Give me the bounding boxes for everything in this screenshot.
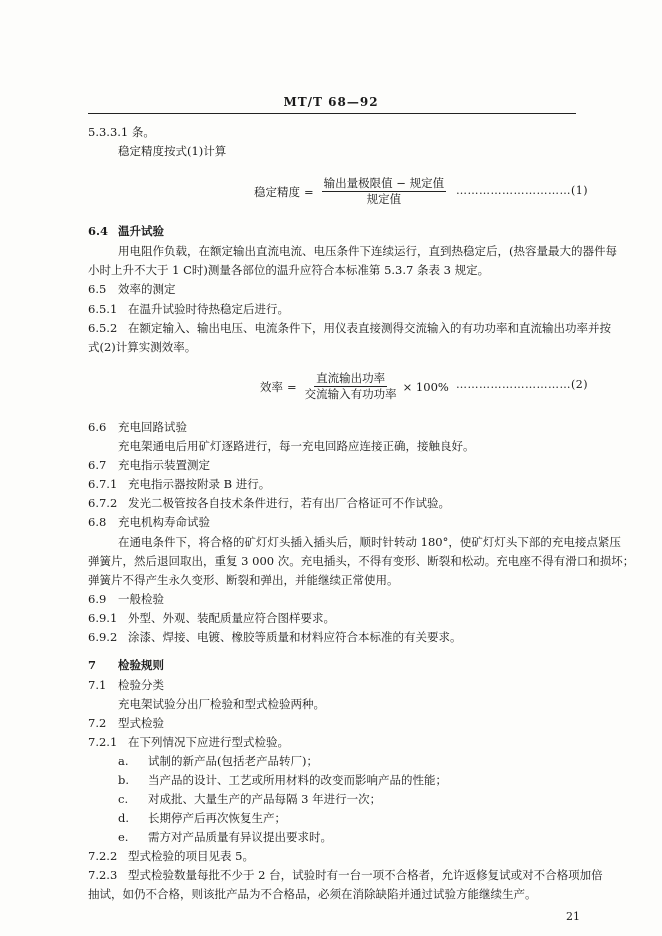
paragraph-line: 抽试，如仍不合格，则该批产品为不合格品，必须在消除缺陷并通过试验方能继续生产。	[88, 887, 537, 901]
equation-number-1: …………………………(1)	[456, 184, 589, 197]
list-item: a. 试制的新产品(包括老产品转厂)；	[118, 754, 318, 768]
paragraph-line: 充电架试验分出厂检验和型式检验两种。	[118, 697, 325, 711]
paragraph-line: 用电阻作负载，在额定输出直流电流、电压条件下连续运行，直到热稳定后，(热容量最大的器件每	[118, 244, 617, 258]
section-heading: 6.4 温升试验	[88, 224, 164, 238]
clause: 6.9.2 涂漆、焊接、电镀、橡胶等质量和材料应符合本标准的有关要求。	[88, 630, 462, 644]
section-heading: 6.7 充电指示装置测定	[88, 458, 210, 472]
list-item: e. 需方对产品质量有异议提出要求时。	[118, 830, 332, 844]
chapter-heading: 7 检验规则	[88, 658, 164, 672]
formula-1	[254, 176, 450, 207]
text-line: 5.3.3.1 条。	[88, 125, 155, 139]
standard-header: MT/T 68—92	[283, 95, 379, 109]
equation-number-2: …………………………(2)	[456, 378, 589, 391]
clause: 6.9.1 外型、外观、装配质量应符合图样要求。	[88, 611, 335, 625]
formula-2-denominator: 交流输入有功功率	[304, 387, 397, 401]
formula-2-suffix: × 100%	[402, 379, 449, 394]
formula-2-fraction	[305, 371, 397, 402]
section-heading: 6.9 一般检验	[88, 592, 164, 606]
clause: 6.5.2 在额定输入、输出电压、电流条件下，用仪表直接测得交流输入的有功功率和直流输出功率并按	[88, 321, 611, 335]
section-heading: 7.2 型式检验	[88, 716, 164, 730]
header-rule	[88, 113, 576, 114]
formula-1-numerator: 输出量极限值 − 规定值	[323, 176, 445, 190]
list-item: d. 长期停产后再次恢复生产；	[118, 811, 286, 825]
paragraph-line: 在通电条件下，将合格的矿灯灯头插入插头后，顺时针转动 180°，使矿灯灯头下部的充电接点紧压	[118, 535, 621, 549]
page-number: 21	[566, 910, 580, 923]
clause: 7.2.1 在下列情况下应进行型式检验。	[88, 735, 289, 749]
section-heading: 6.5 效率的测定	[88, 282, 176, 296]
clause: 7.2.2 型式检验的项目见表 5。	[88, 849, 254, 863]
section-heading: 6.8 充电机构寿命试验	[88, 515, 210, 529]
paragraph-line: 式(2)计算实测效率。	[88, 340, 197, 354]
text-line: 稳定精度按式(1)计算	[118, 144, 227, 158]
paragraph-line: 弹簧片，然后退回取出，重复 3 000 次。充电插头，不得有变形、断裂和松动。充电座不得有滑口和损坏；	[88, 554, 635, 568]
paragraph-line: 小时上升不大于 1 C时)测量各部位的温升应符合本标准第 5.3.7 条表 3 规定。	[88, 263, 490, 277]
section-heading: 7.1 检验分类	[88, 678, 164, 692]
list-item: b. 当产品的设计、工艺或所用材料的改变而影响产品的性能；	[118, 773, 447, 787]
paragraph-line: 弹簧片不得产生永久变形、断裂和弹出，并能继续正常使用。	[88, 573, 399, 587]
formula-1-fraction	[322, 176, 446, 207]
section-heading: 6.6 充电回路试验	[88, 420, 187, 434]
paragraph-line: 充电架通电后用矿灯逐路进行，每一充电回路应连接正确，接触良好。	[118, 439, 475, 453]
clause: 7.2.3 型式检验数量每批不少于 2 台，试验时有一台一项不合格者，允许返修复试或对不合格项加倍	[88, 868, 603, 882]
clause: 6.7.2 发光二极管按各自技术条件进行，若有出厂合格证可不作试验。	[88, 496, 450, 510]
formula-1-denominator: 规定值	[366, 192, 402, 206]
formula-2	[260, 371, 449, 402]
formula-1-equals: =	[304, 184, 314, 199]
formula-2-lhs: 效率	[260, 379, 283, 394]
list-item: c. 对成批、大量生产的产品每隔 3 年进行一次；	[118, 792, 382, 806]
clause: 6.7.1 充电指示器按附录 B 进行。	[88, 477, 271, 491]
formula-2-equals: =	[287, 379, 297, 394]
clause: 6.5.1 在温升试验时待热稳定后进行。	[88, 302, 289, 316]
formula-1-lhs: 稳定精度	[254, 184, 300, 199]
formula-2-numerator: 直流输出功率	[316, 371, 386, 385]
